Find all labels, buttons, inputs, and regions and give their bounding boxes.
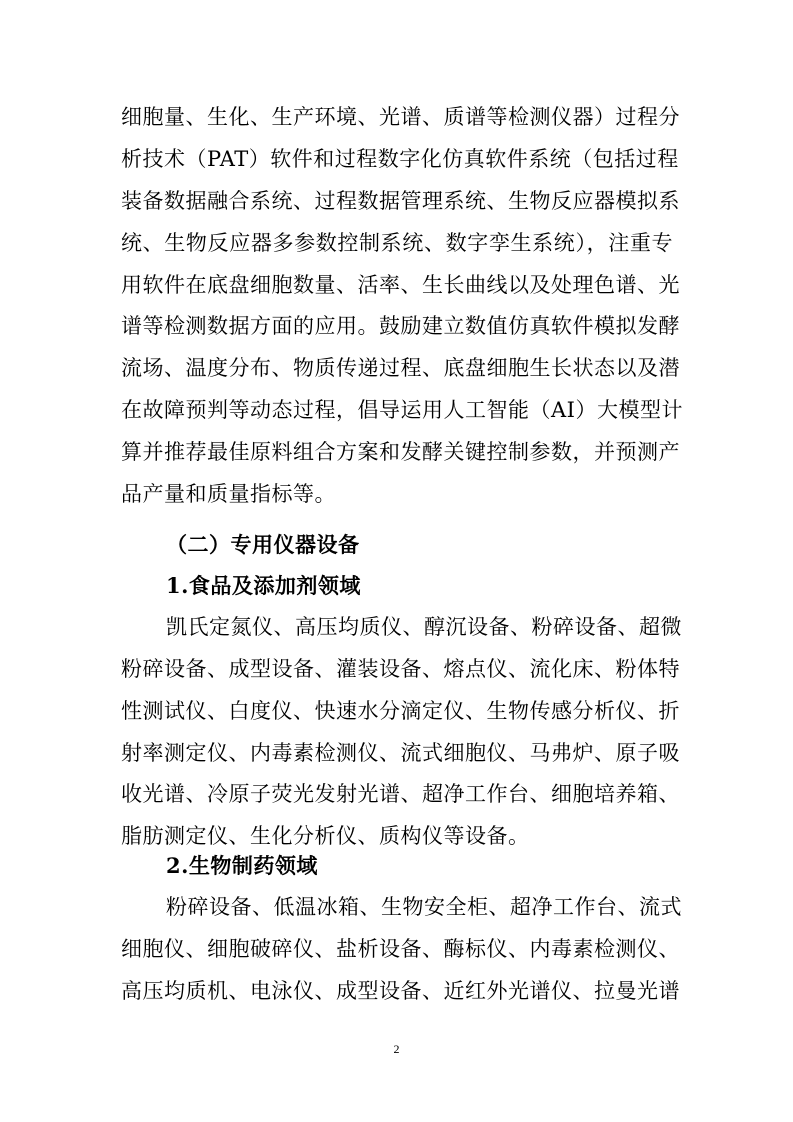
paragraph-line: 粉碎设备、低温冰箱、生物安全柜、超净工作台、流式 bbox=[166, 895, 682, 919]
paragraph-line: 性测试仪、白度仪、快速水分滴定仪、生物传感分析仪、折 bbox=[121, 699, 680, 723]
paragraph-line: 细胞仪、细胞破碎仪、盐析设备、酶标仪、内毒素检测仪、 bbox=[121, 937, 680, 961]
paragraph-line: 品产量和质量指标等。 bbox=[121, 482, 336, 506]
section-heading: （二）专用仪器设备 bbox=[166, 532, 360, 557]
paragraph-line: 统、生物反应器多参数控制系统、数字孪生系统），注重专 bbox=[121, 231, 673, 255]
paragraph-line: 收光谱、冷原子荧光发射光谱、超净工作台、细胞培养箱、 bbox=[121, 782, 680, 806]
paragraph-line: 细胞量、生化、生产环境、光谱、质谱等检测仪器）过程分 bbox=[121, 105, 680, 129]
paragraph-line: 用软件在底盘细胞数量、活率、生长曲线以及处理色谱、光 bbox=[121, 273, 680, 297]
paragraph-line: 粉碎设备、成型设备、灌装设备、熔点仪、流化床、粉体特 bbox=[121, 657, 680, 681]
paragraph-line: 凯氏定氮仪、高压均质仪、醇沉设备、粉碎设备、超微 bbox=[166, 615, 682, 639]
paragraph-line: 析技术（PAT）软件和过程数字化仿真软件系统（包括过程 bbox=[121, 147, 679, 171]
paragraph-line: 高压均质机、电泳仪、成型设备、近红外光谱仪、拉曼光谱 bbox=[121, 979, 680, 1003]
page-number: 2 bbox=[393, 1042, 400, 1056]
paragraph-line: 谱等检测数据方面的应用。鼓励建立数值仿真软件模拟发酵 bbox=[121, 314, 680, 338]
paragraph-line: 在故障预判等动态过程，倡导运用人工智能（AI）大模型计 bbox=[121, 398, 683, 422]
subsection-heading-food: 1.食品及添加剂领域 bbox=[166, 573, 361, 598]
paragraph-line: 算并推荐最佳原料组合方案和发酵关键控制参数，并预测产 bbox=[121, 440, 680, 464]
paragraph-line: 装备数据融合系统、过程数据管理系统、生物反应器模拟系 bbox=[121, 189, 680, 213]
paragraph-line: 射率测定仪、内毒素检测仪、流式细胞仪、马弗炉、原子吸 bbox=[121, 741, 680, 765]
subsection-heading-pharma: 2.生物制药领域 bbox=[166, 853, 318, 878]
paragraph-line: 脂肪测定仪、生化分析仪、质构仪等设备。 bbox=[121, 824, 530, 848]
paragraph-line: 流场、温度分布、物质传递过程、底盘细胞生长状态以及潜 bbox=[121, 356, 680, 380]
